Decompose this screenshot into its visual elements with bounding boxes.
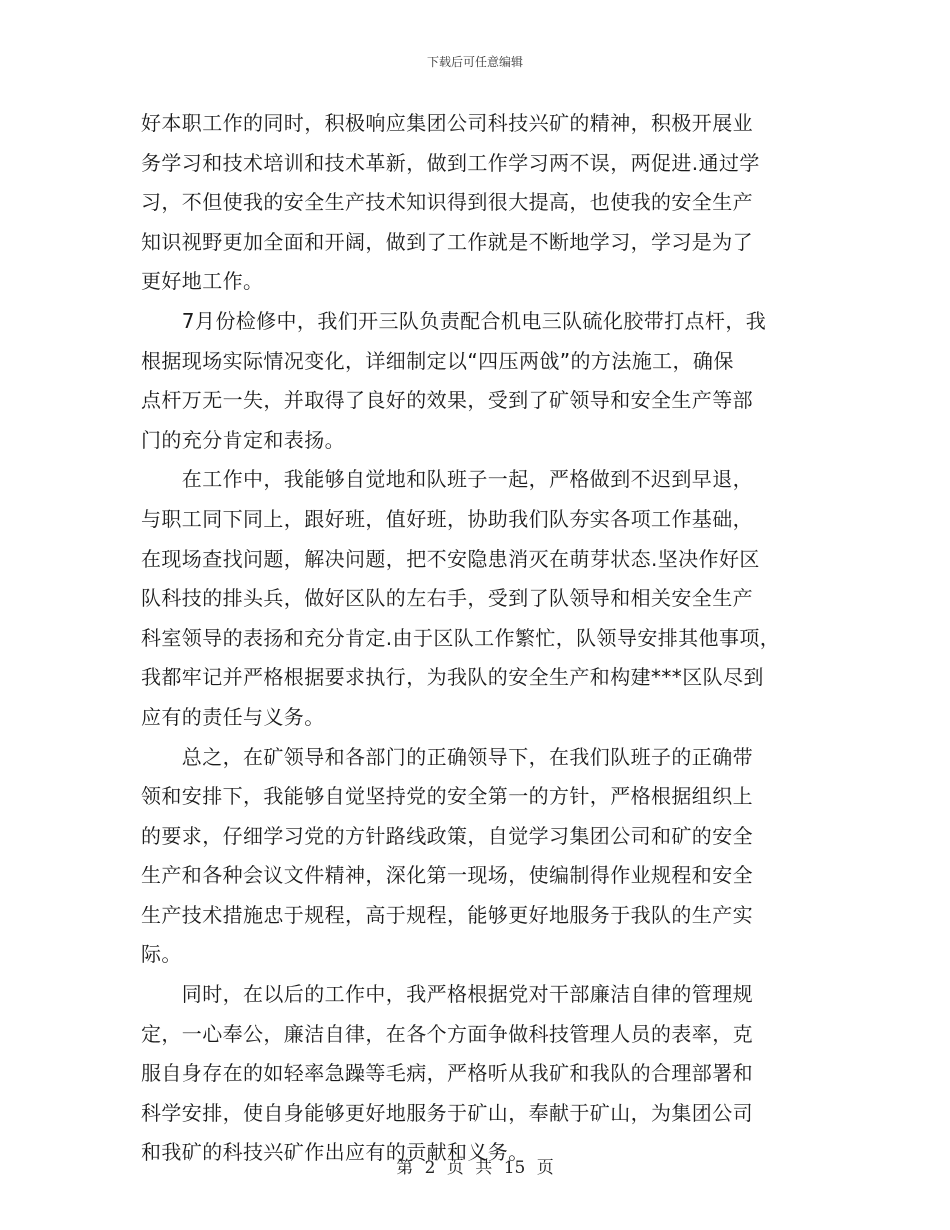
text-line: 科学安排，使自身能够更好地服务于矿山，奉献于矿山，为集团公司 [141,1100,753,1125]
text-line: 队科技的排头兵，做好区队的左右手，受到了队领导和相关安全生产 [141,586,753,611]
page-header: 下载后可任意编辑 [426,55,523,69]
text-line: 习，不但使我的安全生产技术知识得到很大提高，也使我的安全生产 [141,190,753,215]
text-line: 更好地工作。 [141,269,264,294]
text-line: 在工作中，我能够自觉地和队班子一起，严格做到不迟到早退， [141,467,753,492]
text-line: 应有的责任与义务。 [141,704,325,729]
text-line: 领和安排下，我能够自觉坚持党的安全第一的方针，严格根据组织上 [141,784,753,809]
text-line: 务学习和技术培训和技术革新，做到工作学习两不误，两促进.通过学 [141,150,760,175]
text-line: 和我矿的科技兴矿作出应有的贡献和义务。 [141,1140,529,1165]
text-line: 在现场查找问题，解决问题，把不安隐患消灭在萌芽状态.坚决作好区 [141,546,760,571]
page-number-footer: 第 2 页 共 15 页 [396,1158,554,1178]
text-line: 的要求，仔细学习党的方针路线政策，自觉学习集团公司和矿的安全 [141,823,753,848]
text-line: 定，一心奉公，廉洁自律，在各个方面争做科技管理人员的表率，克 [141,1021,753,1046]
text-line: 7月份检修中，我们开三队负责配合机电三队硫化胶带打点杆，我 [141,308,767,333]
text-line: 根据现场实际情况变化，详细制定以“四压两戗”的方法施工，确保 [141,348,734,373]
text-line: 总之，在矿领导和各部门的正确领导下，在我们队班子的正确带 [141,744,753,769]
text-line: 门的充分肯定和表扬。 [141,427,345,452]
text-line: 生产和各种会议文件精神，深化第一现场，使编制得作业规程和安全 [141,863,753,888]
text-line: 好本职工作的同时，积极响应集团公司科技兴矿的精神，积极开展业 [141,111,753,135]
text-line: 与职工同下同上，跟好班，值好班，协助我们队夯实各项工作基础， [141,506,753,531]
text-line: 知识视野更加全面和开阔，做到了工作就是不断地学习，学习是为了 [141,229,753,254]
text-line: 科室领导的表扬和充分肯定.由于区队工作繁忙，队领导安排其他事项， [141,625,781,650]
text-line: 我都牢记并严格根据要求执行，为我队的安全生产和构建***区队尽到 [141,665,764,690]
text-line: 服自身存在的如轻率急躁等毛病，严格听从我矿和我队的合理部署和 [141,1061,753,1086]
document-body [141,104,821,1173]
text-line: 同时，在以后的工作中，我严格根据党对干部廉洁自律的管理规 [141,982,753,1007]
text-line: 生产技术措施忠于规程，高于规程，能够更好地服务于我队的生产实 [141,902,753,927]
text-line: 点杆万无一失，并取得了良好的效果，受到了矿领导和安全生产等部 [141,388,753,413]
text-line: 际。 [141,942,182,967]
